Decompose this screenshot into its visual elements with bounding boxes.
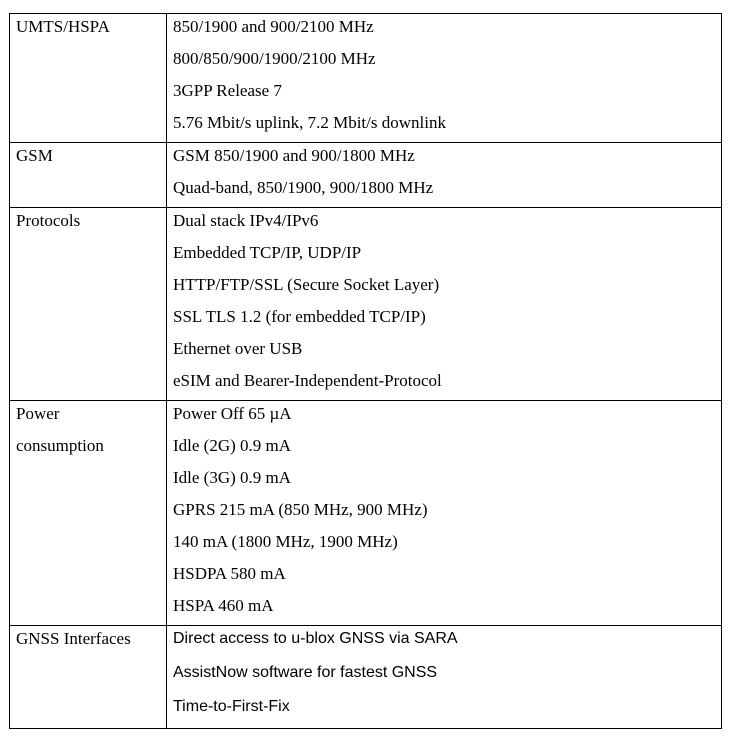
row-value: 800/850/900/1900/2100 MHz [173, 49, 376, 68]
row-value: HSDPA 580 mA [173, 564, 286, 583]
table-row-protocols [10, 208, 722, 401]
row-label: GSM [16, 146, 53, 165]
row-value: Quad-band, 850/1900, 900/1800 MHz [173, 178, 434, 197]
row-value: 850/1900 and 900/2100 MHz [173, 17, 374, 36]
row-value: 5.76 Mbit/s uplink, 7.2 Mbit/s downlink [173, 113, 446, 132]
row-label: Power [16, 404, 60, 423]
row-value: HSPA 460 mA [173, 596, 274, 615]
row-value: GSM 850/1900 and 900/1800 MHz [173, 146, 415, 165]
row-value: Power Off 65 µA [173, 404, 292, 423]
row-label: consumption [16, 436, 104, 455]
row-value: Direct access to u-blox GNSS via SARA [173, 630, 458, 647]
row-label-cell [10, 208, 167, 401]
row-value: GPRS 215 mA (850 MHz, 900 MHz) [173, 500, 428, 519]
row-value: 3GPP Release 7 [173, 81, 282, 100]
row-value: 140 mA (1800 MHz, 1900 MHz) [173, 532, 398, 551]
table-row-power-consumption [10, 401, 722, 626]
row-label: Protocols [16, 211, 81, 230]
row-value: Embedded TCP/IP, UDP/IP [173, 243, 362, 262]
row-value: SSL TLS 1.2 (for embedded TCP/IP) [173, 307, 426, 326]
row-value: HTTP/FTP/SSL (Secure Socket Layer) [173, 275, 440, 294]
row-label-cell [10, 143, 167, 208]
row-label-cell [10, 14, 167, 143]
row-value-cell [167, 143, 722, 208]
row-label-cell [10, 401, 167, 626]
row-value: Ethernet over USB [173, 339, 303, 358]
row-label: GNSS Interfaces [16, 629, 131, 648]
row-value: Idle (3G) 0.9 mA [173, 468, 292, 487]
row-label: UMTS/HSPA [16, 17, 110, 36]
row-value: Idle (2G) 0.9 mA [173, 436, 292, 455]
spec-table [9, 13, 722, 729]
row-value: eSIM and Bearer-Independent-Protocol [173, 371, 442, 390]
row-label-cell [10, 626, 167, 729]
row-value: Time-to-First-Fix [173, 698, 290, 715]
table-row-umts-hspa [10, 14, 722, 143]
table-row-gsm [10, 143, 722, 208]
row-value-cell [167, 14, 722, 143]
row-value: Dual stack IPv4/IPv6 [173, 211, 319, 230]
row-value: AssistNow software for fastest GNSS [173, 664, 438, 681]
table-row-gnss-interfaces [10, 626, 722, 729]
row-value-cell [167, 208, 722, 401]
row-value-cell [167, 401, 722, 626]
row-value-cell [167, 626, 722, 729]
